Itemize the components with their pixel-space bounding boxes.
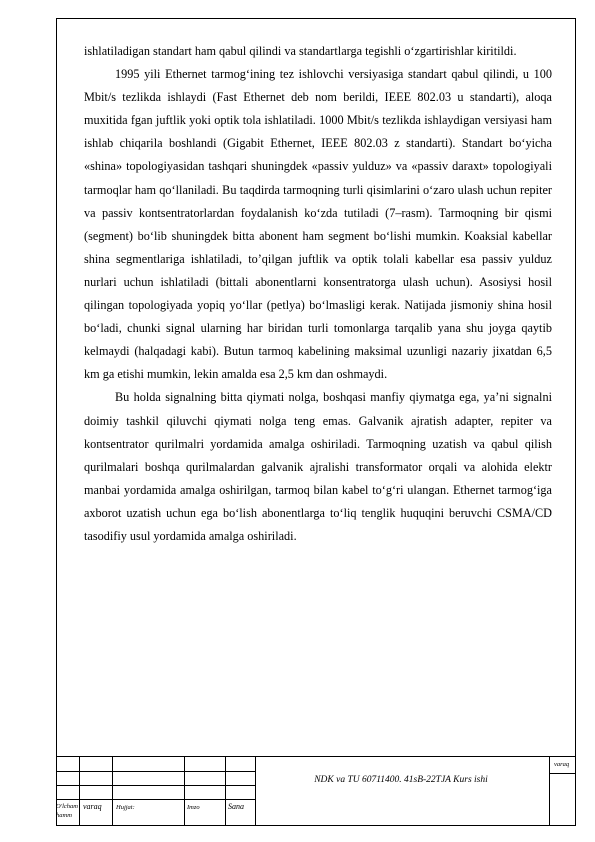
paragraph-1: ishlatiladigan standart ham qabul qilindi va standartlarga tegishli o‘zgartirishlar kiritildi.	[84, 44, 517, 58]
changes-label-2: hamm	[56, 812, 72, 819]
title-block	[56, 756, 576, 826]
sheet-label: varaq	[83, 802, 102, 811]
sheet-number-label: varaq	[554, 761, 570, 768]
document-label: Hujjat:	[116, 804, 135, 811]
changes-label: O'lcham	[56, 803, 78, 810]
signature-label: Imzo	[187, 804, 200, 811]
paragraph-3: Bu holda signalning bitta qiymati nolga, boshqasi manfiy qiymatga ega, ya’ni signalni doimiy tashkil qiluvchi qiymati nolga teng emas. Galvanik ajratish adapter, repiter va kontsentrator qurilmalri yordamida amalga oshiriladi. Tarmoqning uzatish va qabul qilish qurilmalari boshqa qurilmalardan galvanik ajralishi transformator orqali va alohida elektr manbai yordamida amalga oshirilgan, tarmoq bilan kabel to‘g‘ri ulangan. Ethernet tarmog‘iga axborot uzatish uchun ega bo‘lish abonentlarga to‘liq tenglik huquqini beruvchi CSMA/CD tasodifiy usul yordamida amalga oshiriladi.	[84, 390, 552, 543]
paragraph-2: 1995 yili Ethernet tarmog‘ining tez ishlovchi versiyasiga standart qabul qilindi, u 100 Mbit/s tezlikda ishlaydi (Fast Ethernet deb nom berildi, IEEE 802.03 u standarti), aloqa muxitida fgan juftlik yoki optik tola ishlatiladi. 1000 Mbit/s tezlikda ishlaydigan versiyasi ham ishlab chiqarila boshlandi (Gigabit Ethernet, IEEE 802.03 z standarti). Standart bo‘yicha «shina» topologiyasidan tashqari shuningdek «passiv yulduz» va «passiv daraxt» topologiyali tarmoqlar ham qo‘llaniladi. Bu taqdirda tarmoqning turli qisimlarini o‘zaro ulash uchun repiter va passiv kontsentratorlardan foydalanish ko‘zda tutiladi (7–rasm). Tarmoqning bir qismi (segment) bo‘lib shuningdek bitta abonent ham segment bo‘lishi mumkin. Koaksial kabellar shina segmentlariga ishlatiladi, to’qilgan juftlik va optik tolali kabellar esa passiv yulduz nurlari uchun ishlatiladi (bittali abonentlarni konsentratorga ulash uchun). Asosiysi hosil qilingan topologiyada yopiq yo‘llar (petlya) bo‘lmasligi kerak. Natijada jismoniy shina hosil bo‘ladi, chunki signal ularning har biridan turli tomonlarga tarqalib yana shu joyga qaytib kelmaydi (halqadagi kabi). Butun tarmoq kabelining maksimal uzunligi nazariy jixatdan 6,5 km ga etishi mumkin, lekin amalda esa 2,5 km dan oshmaydi.	[84, 67, 552, 382]
document-title: NDK va TU 60711400. 41sB-22TJA Kurs ishi	[314, 775, 488, 785]
document-body	[84, 40, 552, 548]
date-label: Sana	[228, 802, 244, 811]
